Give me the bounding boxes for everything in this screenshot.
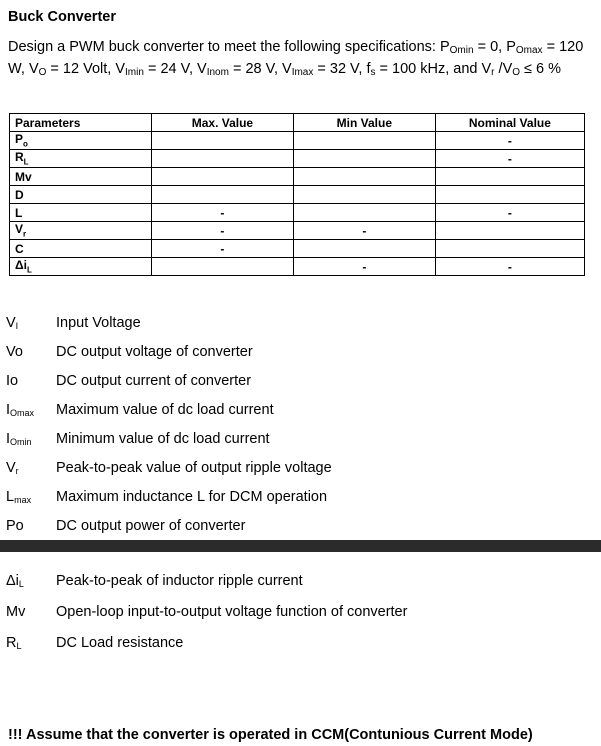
spec-vinom-sym: V <box>197 61 207 77</box>
cell-max <box>151 186 293 204</box>
cell-nom: - <box>435 132 584 150</box>
cell-min <box>293 132 435 150</box>
cell-max <box>151 168 293 186</box>
param-cell <box>10 204 152 222</box>
page-title: Buck Converter <box>8 9 116 25</box>
symbol-subscript: r <box>15 466 19 476</box>
spec-ratio-a-sub: r <box>491 67 495 78</box>
parameters-table <box>9 113 585 276</box>
symbol-subscript: I <box>15 321 19 331</box>
param-symbol: P <box>15 132 24 147</box>
definition-symbol <box>6 635 54 651</box>
spec-limit: ≤ 6 % <box>520 61 562 77</box>
param-cell <box>10 132 152 150</box>
spec-pmax-val: = 120 W, <box>8 39 584 77</box>
symbol-subscript: Omax <box>10 408 35 418</box>
definition-symbol <box>6 402 54 418</box>
spec-vimin-val: = 24 V, <box>143 61 198 77</box>
spec-vo-sub: O <box>38 67 47 78</box>
definition-symbol <box>6 373 54 389</box>
spec-ratio-b-sub: O <box>512 67 521 78</box>
symbol-subscript: max <box>14 495 32 505</box>
cell-min <box>293 150 435 168</box>
definition-text: Peak-to-peak value of output ripple voltage <box>56 460 332 476</box>
header-min-value: Min Value <box>293 114 435 132</box>
table-header-row <box>10 114 585 132</box>
header-nominal-value: Nominal Value <box>435 114 584 132</box>
definition-text: DC Load resistance <box>56 635 184 651</box>
specification-paragraph <box>8 38 596 82</box>
definition-symbol <box>6 344 54 360</box>
cell-max: - <box>151 204 293 222</box>
definition-text: DC output current of converter <box>56 373 252 389</box>
cell-nom <box>435 222 584 240</box>
definition-text: Open-loop input-to-output voltage function of converter <box>56 604 408 620</box>
header-parameters: Parameters <box>10 114 152 132</box>
param-symbol: V <box>15 222 24 237</box>
table-row <box>10 240 585 258</box>
spec-vimax-sub: Imax <box>291 67 314 78</box>
param-cell <box>10 150 152 168</box>
cell-min <box>293 204 435 222</box>
param-subscript: o <box>23 139 28 149</box>
definition-symbol <box>6 431 54 447</box>
definition-symbol <box>6 460 54 476</box>
spec-pmax-sym: P <box>506 39 516 55</box>
cell-min <box>293 240 435 258</box>
symbol-main: V <box>6 460 16 476</box>
spec-vimax-val: = 32 V, <box>313 61 367 77</box>
param-cell <box>10 258 152 276</box>
table-row <box>10 258 585 276</box>
spec-intro: Design a PWM buck converter to meet the following specifications: <box>8 39 440 55</box>
spec-ratio-a-sym: V <box>481 61 492 77</box>
cell-max <box>151 132 293 150</box>
param-subscript: L <box>23 157 29 167</box>
symbol-main: Mv <box>6 604 26 620</box>
symbol-main: Vo <box>6 344 23 360</box>
param-cell <box>10 186 152 204</box>
param-cell <box>10 222 152 240</box>
table-row <box>10 204 585 222</box>
definition-text: Peak-to-peak of inductor ripple current <box>56 573 303 589</box>
cell-min: - <box>293 222 435 240</box>
cell-max <box>151 258 293 276</box>
symbol-main: Po <box>6 518 24 534</box>
header-max-value: Max. Value <box>151 114 293 132</box>
cell-max: - <box>151 222 293 240</box>
definition-text: Maximum inductance L for DCM operation <box>56 489 328 505</box>
spec-vimin-sub: Imin <box>125 67 144 78</box>
cell-min <box>293 168 435 186</box>
ccm-note: !!! Assume that the converter is operated in CCM(Contunious Current Mode) <box>8 727 533 743</box>
cell-nom: - <box>435 258 584 276</box>
symbol-subscript: L <box>18 579 24 589</box>
definition-text: Minimum value of dc load current <box>56 431 270 447</box>
param-symbol: R <box>15 150 24 165</box>
table-row <box>10 168 585 186</box>
symbol-main: I <box>6 402 11 418</box>
cell-min <box>293 186 435 204</box>
definition-symbol <box>6 518 54 534</box>
spec-vo-sym: V <box>28 61 39 77</box>
spec-ratio-sep: / <box>494 61 503 77</box>
definition-text: Input Voltage <box>56 315 141 331</box>
cell-max <box>151 150 293 168</box>
spec-fs-val: = 100 kHz, and <box>375 61 482 77</box>
symbol-main: R <box>6 635 17 651</box>
table-row <box>10 186 585 204</box>
param-cell <box>10 240 152 258</box>
table-row <box>10 132 585 150</box>
spec-pmax-sub: Omax <box>515 45 543 56</box>
separator-bar <box>0 540 601 552</box>
symbol-subscript: Omin <box>10 437 32 447</box>
symbol-main: Δi <box>6 573 19 589</box>
spec-pmin-sym: P <box>439 39 450 55</box>
param-symbol: C <box>15 241 24 256</box>
cell-nom <box>435 168 584 186</box>
spec-vinom-sub: Inom <box>206 67 229 78</box>
definition-symbol <box>6 315 54 331</box>
spec-ratio-b-sym: V <box>502 61 513 77</box>
spec-pmin-val: = 0, <box>473 39 507 55</box>
definition-text: DC output power of converter <box>56 518 246 534</box>
spec-pmin-sub: Omin <box>449 45 474 56</box>
cell-nom: - <box>435 150 584 168</box>
symbol-subscript: L <box>16 641 22 651</box>
definition-symbol <box>6 604 54 620</box>
cell-min: - <box>293 258 435 276</box>
param-subscript: L <box>26 265 32 275</box>
spec-fs-sym: f <box>366 61 371 77</box>
definition-symbol <box>6 573 54 589</box>
spec-fs-sub: s <box>370 67 376 78</box>
param-symbol: Δi <box>15 258 27 273</box>
spec-vo-val: = 12 Volt, <box>46 61 116 77</box>
definition-text: DC output voltage of converter <box>56 344 253 360</box>
cell-nom: - <box>435 204 584 222</box>
param-cell <box>10 168 152 186</box>
cell-max: - <box>151 240 293 258</box>
table-row <box>10 150 585 168</box>
cell-nom <box>435 240 584 258</box>
symbol-main: V <box>6 315 16 331</box>
definition-text: Maximum value of dc load current <box>56 402 274 418</box>
param-subscript: r <box>23 229 27 239</box>
param-symbol: Mv <box>15 169 32 184</box>
definition-symbol <box>6 489 54 505</box>
table-row <box>10 222 585 240</box>
param-symbol: L <box>15 205 23 220</box>
symbol-main: I <box>6 431 11 447</box>
spec-vinom-val: = 28 V, <box>228 61 283 77</box>
spec-vimin-sym: V <box>115 61 126 77</box>
param-symbol: D <box>15 187 24 202</box>
symbol-main: L <box>6 489 15 505</box>
symbol-main: Io <box>6 373 19 389</box>
cell-nom <box>435 186 584 204</box>
spec-vimax-sym: V <box>282 61 292 77</box>
